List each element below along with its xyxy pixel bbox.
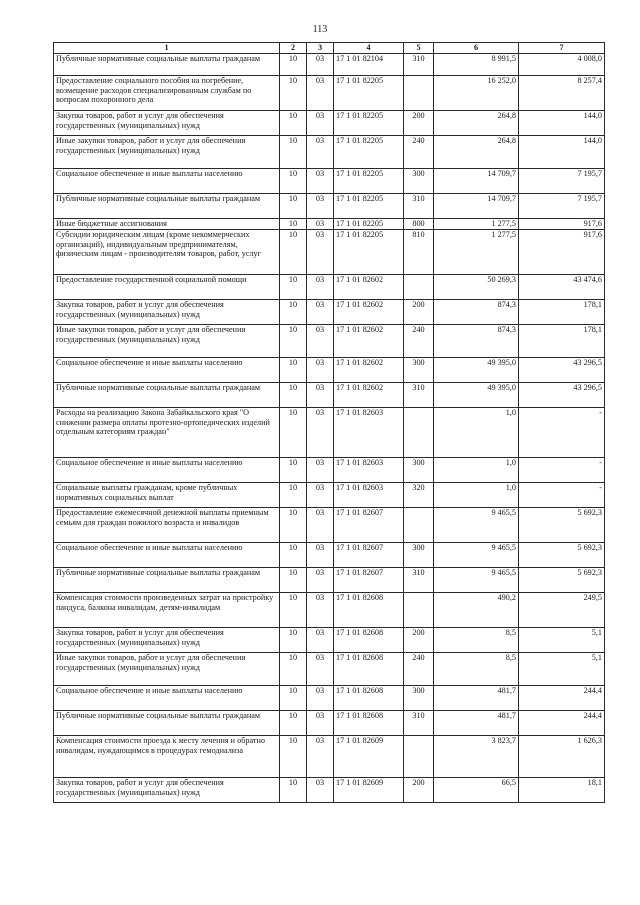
expense-type-code: 240	[404, 136, 434, 169]
section-code: 10	[280, 54, 307, 76]
amount-planned: 8 991,5	[434, 54, 519, 76]
expense-type-code	[404, 408, 434, 458]
subsection-code: 03	[307, 230, 334, 275]
expense-type-code	[404, 508, 434, 543]
row-description: Компенсация стоимости проезда к месту лечения и обратно инвалидам, нуждающимся в процедурах гемодиализа	[54, 736, 280, 778]
amount-executed: 4 008,0	[519, 54, 605, 76]
row-description: Предоставление социального пособия на погребение, возмещение расходов специализированным службам по вопросам похоронного дела	[54, 76, 280, 111]
row-description: Предоставление ежемесячной денежной выплаты приемным семьям для граждан пожилого возраста и инвалидов	[54, 508, 280, 543]
row-description: Расходы на реализацию Закона Забайкальского края "О снижении размера оплаты протезно-ортопедических изделий отдельным категориям граждан"	[54, 408, 280, 458]
amount-planned: 481,7	[434, 686, 519, 711]
table-row	[54, 711, 605, 736]
table-row	[54, 778, 605, 803]
amount-planned: 1,0	[434, 458, 519, 483]
subsection-code: 03	[307, 543, 334, 568]
subsection-code: 03	[307, 219, 334, 230]
amount-executed: 917,6	[519, 219, 605, 230]
subsection-code: 03	[307, 778, 334, 803]
amount-executed: 5,1	[519, 653, 605, 686]
amount-executed: 43 474,6	[519, 275, 605, 300]
section-code: 10	[280, 408, 307, 458]
target-article-code: 17 1 01 82205	[334, 76, 404, 111]
header-row	[54, 43, 605, 54]
row-description: Социальное обеспечение и иные выплаты населению	[54, 458, 280, 483]
row-description: Иные закупки товаров, работ и услуг для обеспечения государственных (муниципальных) нужд	[54, 325, 280, 358]
amount-planned: 1,0	[434, 483, 519, 508]
amount-planned: 9 465,5	[434, 568, 519, 593]
amount-planned: 9 465,5	[434, 543, 519, 568]
section-code: 10	[280, 778, 307, 803]
section-code: 10	[280, 653, 307, 686]
amount-planned: 50 269,3	[434, 275, 519, 300]
target-article-code: 17 1 01 82607	[334, 543, 404, 568]
subsection-code: 03	[307, 194, 334, 219]
row-description: Закупка товаров, работ и услуг для обеспечения государственных (муниципальных) нужд	[54, 111, 280, 136]
section-code: 10	[280, 358, 307, 383]
amount-planned: 49 395,0	[434, 383, 519, 408]
table-row	[54, 194, 605, 219]
column-header: 1	[54, 43, 280, 54]
subsection-code: 03	[307, 325, 334, 358]
amount-executed: 1 626,3	[519, 736, 605, 778]
expense-type-code: 310	[404, 711, 434, 736]
table-row	[54, 76, 605, 111]
expense-type-code: 240	[404, 653, 434, 686]
row-description: Публичные нормативные социальные выплаты гражданам	[54, 568, 280, 593]
section-code: 10	[280, 628, 307, 653]
subsection-code: 03	[307, 593, 334, 628]
amount-planned: 49 395,0	[434, 358, 519, 383]
section-code: 10	[280, 736, 307, 778]
expense-type-code: 800	[404, 219, 434, 230]
target-article-code: 17 1 01 82603	[334, 483, 404, 508]
column-header: 7	[519, 43, 605, 54]
amount-planned: 8,5	[434, 628, 519, 653]
subsection-code: 03	[307, 736, 334, 778]
subsection-code: 03	[307, 568, 334, 593]
target-article-code: 17 1 01 82205	[334, 219, 404, 230]
table-row	[54, 219, 605, 230]
page-number: 113	[312, 24, 328, 35]
subsection-code: 03	[307, 508, 334, 543]
amount-executed: 7 195,7	[519, 194, 605, 219]
table-row	[54, 275, 605, 300]
subsection-code: 03	[307, 76, 334, 111]
section-code: 10	[280, 508, 307, 543]
subsection-code: 03	[307, 111, 334, 136]
table-row	[54, 568, 605, 593]
target-article-code: 17 1 01 82608	[334, 628, 404, 653]
target-article-code: 17 1 01 82205	[334, 136, 404, 169]
amount-executed: 917,6	[519, 230, 605, 275]
row-description: Закупка товаров, работ и услуг для обеспечения государственных (муниципальных) нужд	[54, 300, 280, 325]
target-article-code: 17 1 01 82205	[334, 230, 404, 275]
subsection-code: 03	[307, 458, 334, 483]
target-article-code: 17 1 01 82602	[334, 325, 404, 358]
target-article-code: 17 1 01 82608	[334, 593, 404, 628]
row-description: Публичные нормативные социальные выплаты гражданам	[54, 383, 280, 408]
expense-type-code: 310	[404, 568, 434, 593]
column-header: 4	[334, 43, 404, 54]
table-row	[54, 136, 605, 169]
table-row	[54, 54, 605, 76]
table-row	[54, 628, 605, 653]
expense-type-code: 300	[404, 543, 434, 568]
section-code: 10	[280, 76, 307, 111]
amount-planned: 14 709,7	[434, 169, 519, 194]
amount-planned: 1 277,5	[434, 219, 519, 230]
table-row	[54, 383, 605, 408]
amount-planned: 481,7	[434, 711, 519, 736]
expense-type-code: 300	[404, 458, 434, 483]
section-code: 10	[280, 593, 307, 628]
amount-executed: -	[519, 458, 605, 483]
expense-type-code	[404, 736, 434, 778]
amount-executed: 249,5	[519, 593, 605, 628]
target-article-code: 17 1 01 82608	[334, 711, 404, 736]
row-description: Иные закупки товаров, работ и услуг для обеспечения государственных (муниципальных) нужд	[54, 136, 280, 169]
table-row	[54, 408, 605, 458]
section-code: 10	[280, 383, 307, 408]
expense-type-code: 310	[404, 54, 434, 76]
table-row	[54, 230, 605, 275]
section-code: 10	[280, 300, 307, 325]
table-row	[54, 169, 605, 194]
amount-executed: 5 692,3	[519, 543, 605, 568]
target-article-code: 17 1 01 82104	[334, 54, 404, 76]
target-article-code: 17 1 01 82205	[334, 169, 404, 194]
amount-executed: 8 257,4	[519, 76, 605, 111]
expense-type-code: 200	[404, 111, 434, 136]
amount-planned: 8,5	[434, 653, 519, 686]
column-header: 2	[280, 43, 307, 54]
section-code: 10	[280, 169, 307, 194]
table-row	[54, 111, 605, 136]
table-row	[54, 543, 605, 568]
subsection-code: 03	[307, 275, 334, 300]
subsection-code: 03	[307, 628, 334, 653]
table-row	[54, 483, 605, 508]
row-description: Публичные нормативные социальные выплаты гражданам	[54, 54, 280, 76]
expense-type-code: 240	[404, 325, 434, 358]
section-code: 10	[280, 219, 307, 230]
target-article-code: 17 1 01 82603	[334, 458, 404, 483]
target-article-code: 17 1 01 82205	[334, 194, 404, 219]
expense-type-code	[404, 593, 434, 628]
subsection-code: 03	[307, 408, 334, 458]
expense-type-code: 310	[404, 194, 434, 219]
subsection-code: 03	[307, 653, 334, 686]
amount-executed: 178,1	[519, 300, 605, 325]
row-description: Иные закупки товаров, работ и услуг для обеспечения государственных (муниципальных) нужд	[54, 653, 280, 686]
row-description: Субсидии юридическим лицам (кроме некоммерческих организаций), индивидуальным предпринимателям, физическим лицам - производителям товаров, работ, услуг	[54, 230, 280, 275]
section-code: 10	[280, 230, 307, 275]
row-description: Социальное обеспечение и иные выплаты населению	[54, 686, 280, 711]
target-article-code: 17 1 01 82603	[334, 408, 404, 458]
target-article-code: 17 1 01 82609	[334, 736, 404, 778]
row-description: Закупка товаров, работ и услуг для обеспечения государственных (муниципальных) нужд	[54, 778, 280, 803]
subsection-code: 03	[307, 136, 334, 169]
row-description: Публичные нормативные социальные выплаты гражданам	[54, 194, 280, 219]
expense-type-code: 200	[404, 628, 434, 653]
expense-type-code: 810	[404, 230, 434, 275]
subsection-code: 03	[307, 300, 334, 325]
amount-executed: -	[519, 483, 605, 508]
amount-executed: 5,1	[519, 628, 605, 653]
section-code: 10	[280, 111, 307, 136]
amount-executed: 43 296,5	[519, 358, 605, 383]
expense-type-code: 320	[404, 483, 434, 508]
amount-executed: 7 195,7	[519, 169, 605, 194]
table-body	[54, 54, 605, 803]
row-description: Социальное обеспечение и иные выплаты населению	[54, 543, 280, 568]
section-code: 10	[280, 686, 307, 711]
expense-type-code: 310	[404, 383, 434, 408]
amount-planned: 66,5	[434, 778, 519, 803]
row-description: Публичные нормативные социальные выплаты гражданам	[54, 711, 280, 736]
expense-type-code: 200	[404, 300, 434, 325]
amount-executed: 144,0	[519, 136, 605, 169]
subsection-code: 03	[307, 383, 334, 408]
section-code: 10	[280, 483, 307, 508]
row-description: Социальные выплаты гражданам, кроме публичных нормативных социальных выплат	[54, 483, 280, 508]
column-header: 3	[307, 43, 334, 54]
target-article-code: 17 1 01 82607	[334, 568, 404, 593]
amount-executed: 144,0	[519, 111, 605, 136]
expense-type-code: 300	[404, 358, 434, 383]
section-code: 10	[280, 194, 307, 219]
section-code: 10	[280, 568, 307, 593]
amount-executed: 244,4	[519, 686, 605, 711]
row-description: Социальное обеспечение и иные выплаты населению	[54, 358, 280, 383]
row-description: Предоставление государственной социальной помощи	[54, 275, 280, 300]
amount-planned: 874,3	[434, 325, 519, 358]
row-description: Закупка товаров, работ и услуг для обеспечения государственных (муниципальных) нужд	[54, 628, 280, 653]
section-code: 10	[280, 275, 307, 300]
subsection-code: 03	[307, 483, 334, 508]
section-code: 10	[280, 711, 307, 736]
column-header: 6	[434, 43, 519, 54]
target-article-code: 17 1 01 82205	[334, 111, 404, 136]
subsection-code: 03	[307, 54, 334, 76]
table-row	[54, 458, 605, 483]
amount-executed: 43 296,5	[519, 383, 605, 408]
table-row	[54, 736, 605, 778]
amount-planned: 490,2	[434, 593, 519, 628]
section-code: 10	[280, 543, 307, 568]
table-row	[54, 300, 605, 325]
table-row	[54, 686, 605, 711]
amount-planned: 3 823,7	[434, 736, 519, 778]
target-article-code: 17 1 01 82608	[334, 653, 404, 686]
subsection-code: 03	[307, 686, 334, 711]
expense-type-code: 300	[404, 169, 434, 194]
amount-executed: 244,4	[519, 711, 605, 736]
row-description: Социальное обеспечение и иные выплаты населению	[54, 169, 280, 194]
budget-table	[53, 42, 605, 803]
subsection-code: 03	[307, 169, 334, 194]
subsection-code: 03	[307, 358, 334, 383]
amount-planned: 9 465,5	[434, 508, 519, 543]
section-code: 10	[280, 325, 307, 358]
subsection-code: 03	[307, 711, 334, 736]
row-description: Компенсация стоимости произведенных затрат на пристройку пандуса, балкона инвалидам, детям-инвалидам	[54, 593, 280, 628]
expense-type-code: 300	[404, 686, 434, 711]
amount-planned: 264,8	[434, 111, 519, 136]
amount-planned: 14 709,7	[434, 194, 519, 219]
target-article-code: 17 1 01 82602	[334, 275, 404, 300]
amount-executed: 18,1	[519, 778, 605, 803]
amount-planned: 874,3	[434, 300, 519, 325]
table-row	[54, 653, 605, 686]
table-row	[54, 358, 605, 383]
amount-executed: -	[519, 408, 605, 458]
target-article-code: 17 1 01 82609	[334, 778, 404, 803]
section-code: 10	[280, 458, 307, 483]
table-row	[54, 325, 605, 358]
amount-planned: 264,8	[434, 136, 519, 169]
amount-planned: 1 277,5	[434, 230, 519, 275]
table-row	[54, 593, 605, 628]
target-article-code: 17 1 01 82602	[334, 358, 404, 383]
column-header: 5	[404, 43, 434, 54]
row-description: Иные бюджетные ассигнования	[54, 219, 280, 230]
amount-planned: 16 252,0	[434, 76, 519, 111]
target-article-code: 17 1 01 82602	[334, 300, 404, 325]
target-article-code: 17 1 01 82608	[334, 686, 404, 711]
amount-executed: 5 692,3	[519, 568, 605, 593]
amount-planned: 1,0	[434, 408, 519, 458]
table-row	[54, 508, 605, 543]
target-article-code: 17 1 01 82607	[334, 508, 404, 543]
expense-type-code	[404, 76, 434, 111]
expense-type-code	[404, 275, 434, 300]
target-article-code: 17 1 01 82602	[334, 383, 404, 408]
section-code: 10	[280, 136, 307, 169]
amount-executed: 178,1	[519, 325, 605, 358]
expense-type-code: 200	[404, 778, 434, 803]
amount-executed: 5 692,3	[519, 508, 605, 543]
